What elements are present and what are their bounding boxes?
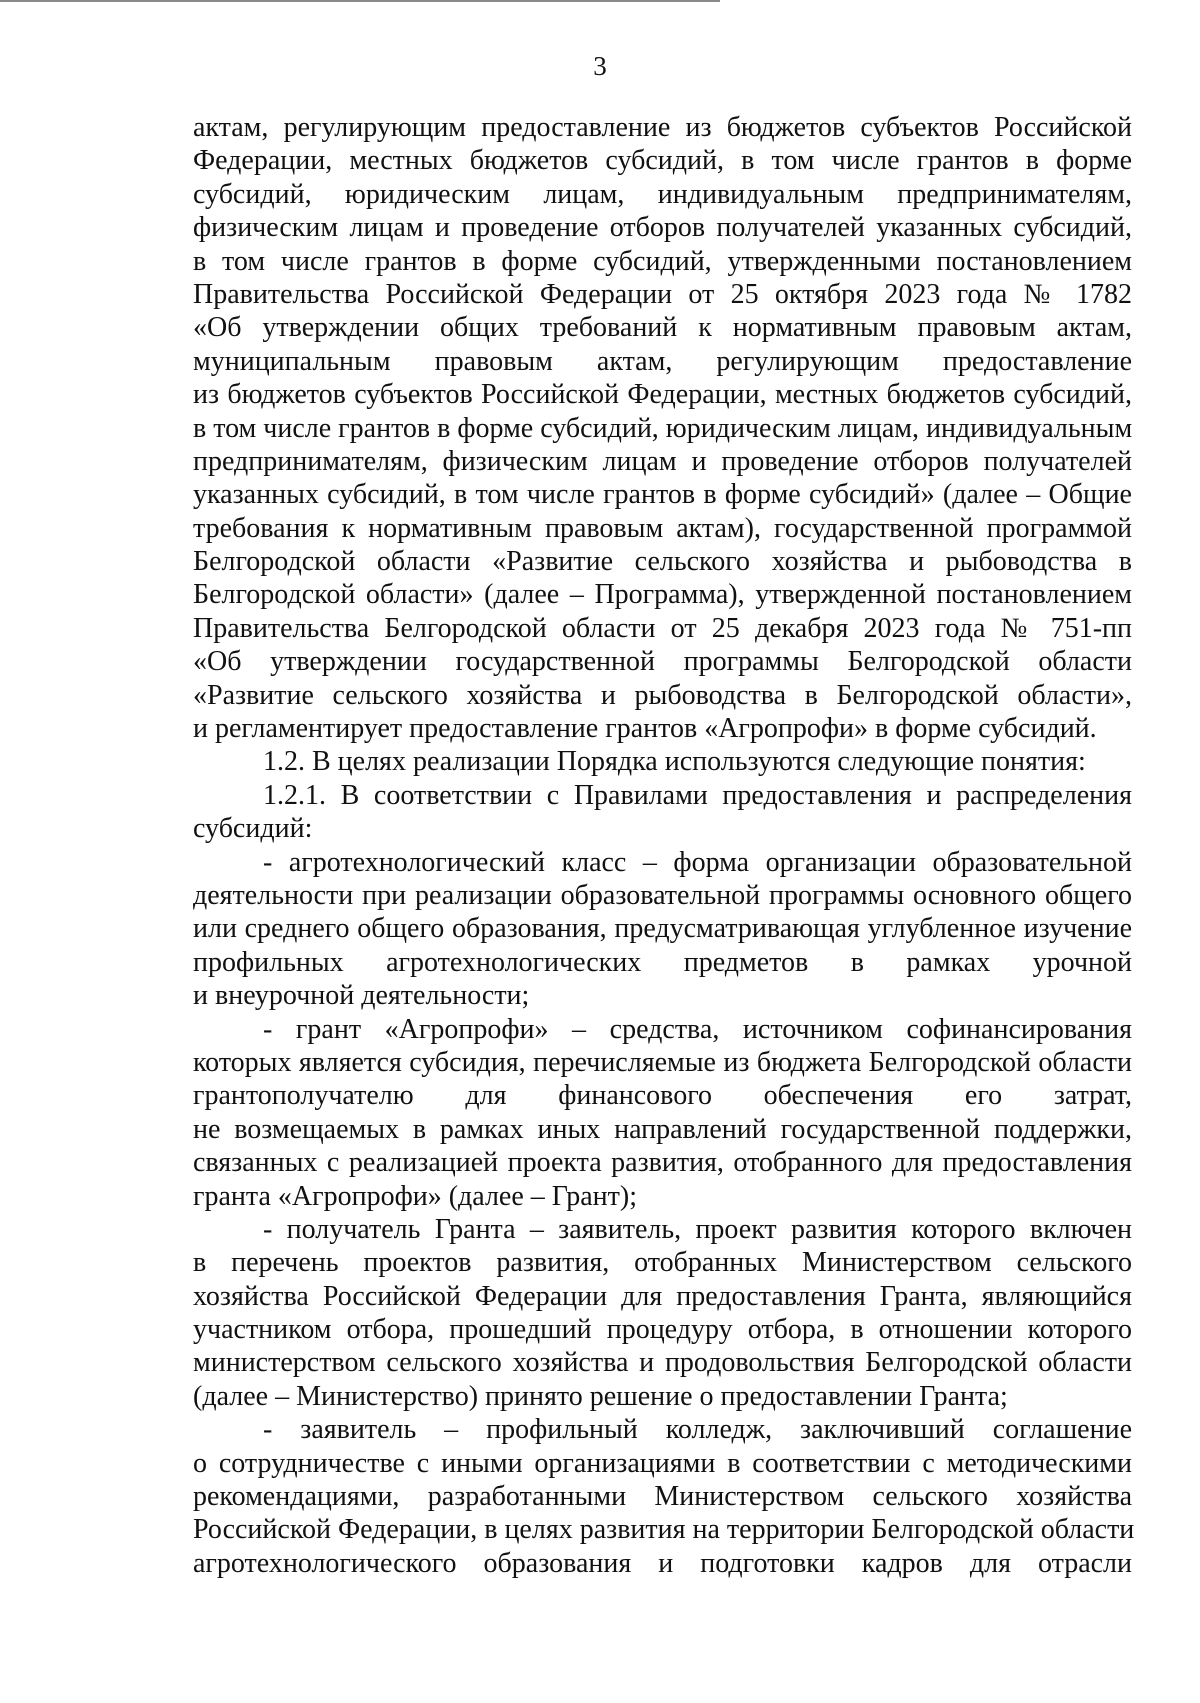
- text-line: профильных агротехнологических предметов в рамках урочной: [193, 946, 1132, 978]
- text-line: «Об утверждении государственной программы Белгородской области: [193, 646, 1132, 678]
- text-line: - грант «Агропрофи» – средства, источником софинансирования: [263, 1013, 1132, 1045]
- text-line: - агротехнологический класс – форма организации образовательной: [263, 846, 1132, 878]
- text-line: - получатель Гранта – заявитель, проект развития которого включен: [263, 1213, 1132, 1245]
- text-line: указанных субсидий, в том числе грантов в форме субсидий» (далее – Общие: [193, 479, 1132, 511]
- text-line: агротехнологического образования и подготовки кадров для отрасли: [193, 1547, 1132, 1579]
- text-line: требования к нормативным правовым актам), государственной программой: [193, 512, 1132, 544]
- text-line: которых является субсидия, перечисляемые из бюджета Белгородской области: [193, 1046, 1132, 1078]
- text-line: субсидий:: [193, 813, 313, 845]
- text-line: в том числе грантов в форме субсидий, юридическим лицам, индивидуальным: [193, 412, 1133, 444]
- text-line: в перечень проектов развития, отобранных Министерством сельского: [193, 1247, 1132, 1279]
- text-line: «Об утверждении общих требований к нормативным правовым актам,: [193, 312, 1132, 344]
- text-line: гранта «Агропрофи» (далее – Грант);: [193, 1180, 637, 1212]
- text-line: Правительства Российской Федерации от 25 октября 2023 года № 1782: [193, 278, 1132, 310]
- text-line: муниципальным правовым актам, регулирующим предоставление: [193, 345, 1132, 377]
- text-line: Белгородской области «Развитие сельского хозяйства и рыбоводства в: [193, 546, 1132, 578]
- text-line: предпринимателям, физическим лицам и проведение отборов получателей: [193, 445, 1132, 477]
- text-line: участником отбора, прошедший процедуру отбора, в отношении которого: [193, 1314, 1132, 1346]
- text-line: не возмещаемых в рамках иных направлений государственной поддержки,: [193, 1113, 1132, 1145]
- text-line: субсидий, юридическим лицам, индивидуальным предпринимателям,: [193, 178, 1132, 210]
- text-line: связанных с реализацией проекта развития, отобранного для предоставления: [193, 1147, 1132, 1179]
- text-line: актам, регулирующим предоставление из бюджетов субъектов Российской: [193, 112, 1132, 143]
- text-line: и внеурочной деятельности;: [193, 980, 530, 1012]
- text-line: из бюджетов субъектов Российской Федерации, местных бюджетов субсидий,: [193, 379, 1132, 411]
- text-line: Правительства Белгородской области от 25 декабря 2023 года № 751-пп: [193, 612, 1132, 644]
- text-line: Российской Федерации, в целях развития на территории Белгородской области: [193, 1514, 1135, 1546]
- text-line: - заявитель – профильный колледж, заключивший соглашение: [263, 1414, 1132, 1446]
- text-line: министерством сельского хозяйства и продовольствия Белгородской области: [193, 1347, 1132, 1379]
- text-line: или среднего общего образования, предусматривающая углубленное изучение: [193, 913, 1132, 945]
- text-line: деятельности при реализации образовательной программы основного общего: [193, 879, 1132, 911]
- text-line: «Развитие сельского хозяйства и рыбоводства в Белгородской области»,: [193, 679, 1132, 711]
- text-line: и регламентирует предоставление грантов «Агропрофи» в форме субсидий.: [193, 713, 1097, 745]
- text-line: хозяйства Российской Федерации для предоставления Гранта, являющийся: [193, 1280, 1132, 1312]
- text-line: физическим лицам и проведение отборов получателей указанных субсидий,: [193, 212, 1132, 244]
- body-text: [193, 111, 1135, 1580]
- text-line: (далее – Министерство) принято решение о предоставлении Гранта;: [193, 1380, 1008, 1412]
- text-line: грантополучателю для финансового обеспечения его затрат,: [193, 1080, 1132, 1112]
- text-line: Федерации, местных бюджетов субсидий, в том числе грантов в форме: [193, 145, 1132, 177]
- text-line: 1.2. В целях реализации Порядка используются следующие понятия:: [263, 746, 1086, 778]
- text-line: 1.2.1. В соответствии с Правилами предоставления и распределения: [263, 779, 1132, 811]
- page-number: 3: [593, 51, 607, 81]
- text-line: рекомендациями, разработанными Министерством сельского хозяйства: [193, 1481, 1132, 1513]
- text-line: Белгородской области» (далее – Программа), утвержденной постановлением: [193, 579, 1132, 611]
- text-line: в том числе грантов в форме субсидий, утвержденными постановлением: [193, 245, 1132, 277]
- text-line: о сотрудничестве с иными организациями в соответствии с методическими: [193, 1447, 1132, 1479]
